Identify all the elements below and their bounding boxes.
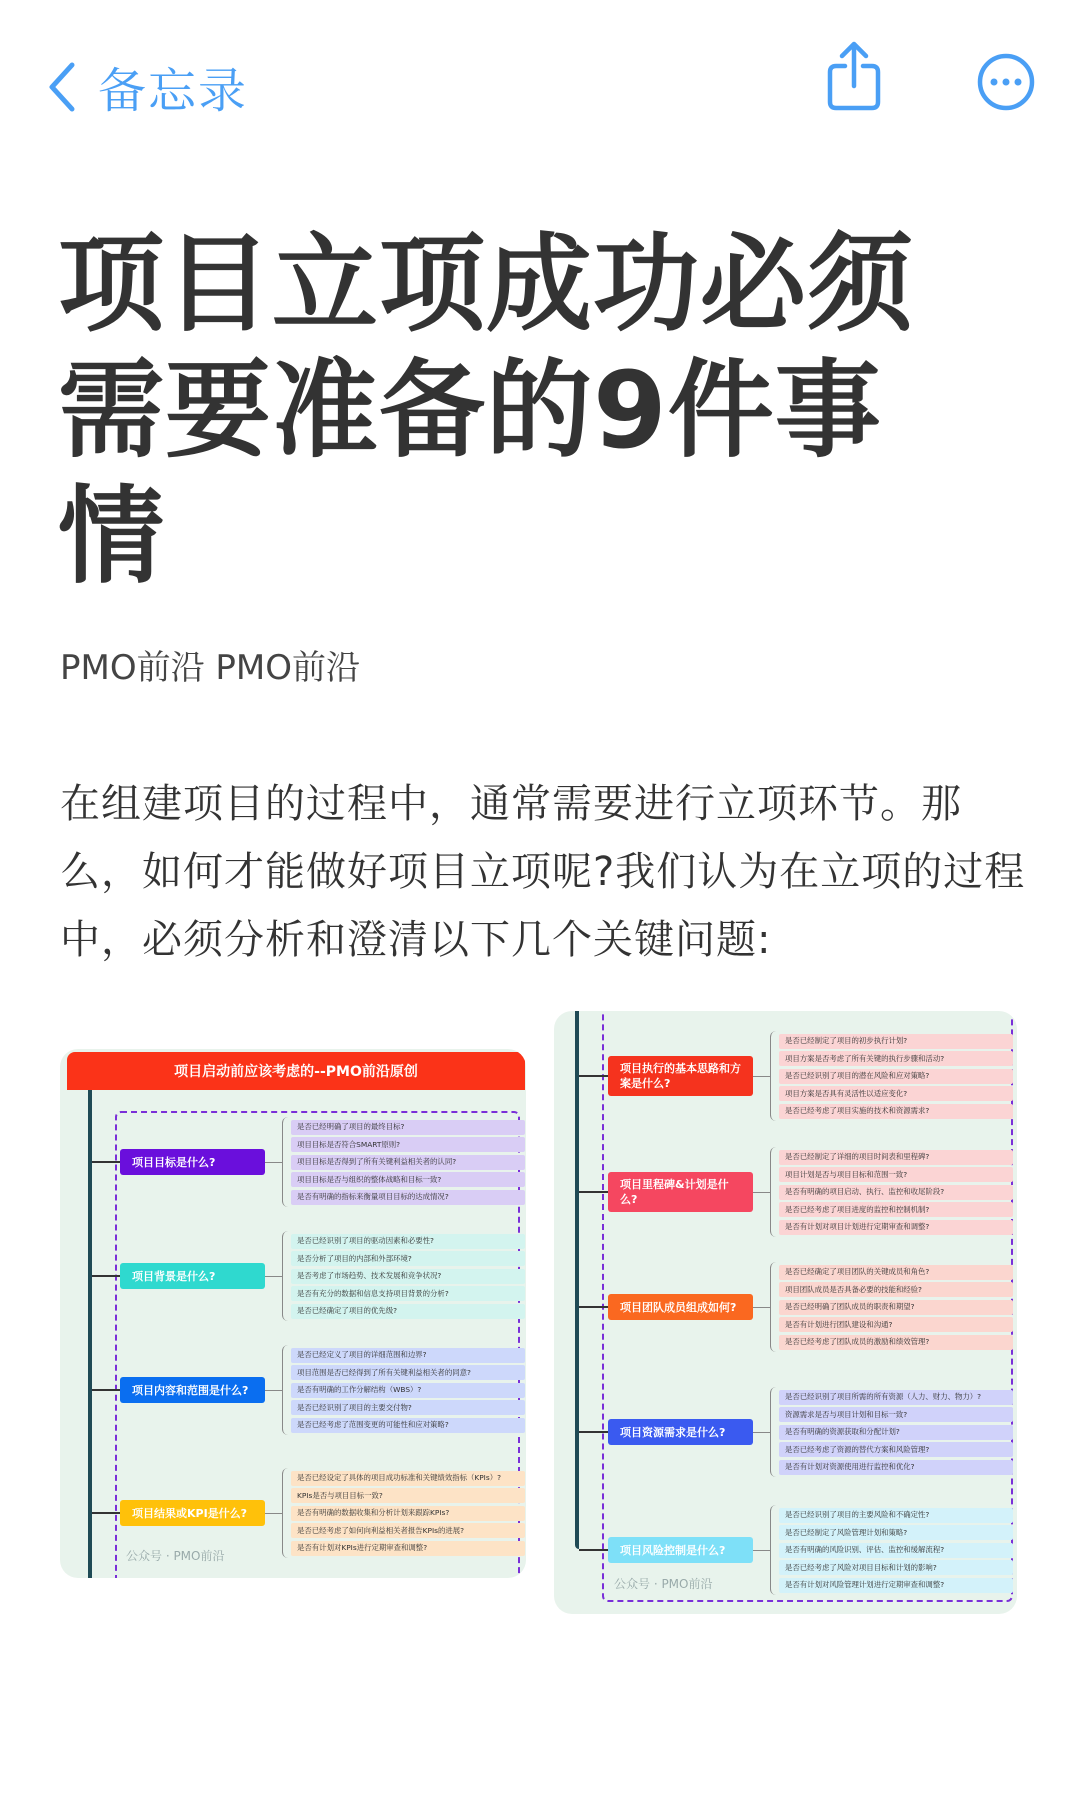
mindmap-item: 是否已经考虑了项目实施的技术和资源需求? xyxy=(779,1104,1013,1119)
branch-connector xyxy=(579,1191,608,1193)
mindmap-item: 是否已经识别了项目的主要交付物? xyxy=(291,1400,525,1415)
mindmap-item: 是否已经考虑了项目进度的监控和控制机制? xyxy=(779,1202,1013,1217)
mindmap-branch-group xyxy=(120,1117,525,1207)
share-icon[interactable] xyxy=(824,40,884,112)
article-author[interactable]: PMO前沿 PMO前沿 xyxy=(60,648,361,688)
branch-connector xyxy=(92,1512,120,1514)
mindmap-item: 项目目标是否得到了所有关键利益相关者的认同? xyxy=(291,1155,525,1170)
watermark: 公众号 · PMO前沿 xyxy=(126,1549,225,1563)
connector xyxy=(753,1550,770,1551)
mindmap-item: 项目方案是否考虑了所有关键的执行步骤和活动? xyxy=(779,1051,1013,1066)
connector xyxy=(265,1276,282,1277)
mindmap-branch-group xyxy=(608,1387,1013,1477)
mindmap-items xyxy=(770,1387,1013,1477)
connector xyxy=(265,1390,282,1391)
mindmap-branch-group xyxy=(120,1231,525,1321)
mindmap-item: 是否有计划对KPIs进行定期审查和调整? xyxy=(291,1541,525,1556)
mindmap-items xyxy=(770,1505,1013,1595)
mindmap-branch: 项目资源需求是什么? xyxy=(608,1419,753,1445)
mindmap-branch: 项目风险控制是什么? xyxy=(608,1537,753,1563)
article-title: 项目立项成功必须需要准备的9件事情 xyxy=(58,223,914,598)
mindmap-item: 是否已经制定了风险管理计划和策略? xyxy=(779,1525,1013,1540)
branch-connector xyxy=(92,1389,120,1391)
mindmap-item: 是否已经识别了项目的驱动因素和必要性? xyxy=(291,1234,525,1249)
mindmap-items xyxy=(282,1231,525,1321)
mindmap-item: 项目计划是否与项目目标和范围一致? xyxy=(779,1167,1013,1182)
mindmap-item: 是否有计划对项目计划进行定期审查和调整? xyxy=(779,1220,1013,1235)
mindmap-branch: 项目团队成员组成如何? xyxy=(608,1294,753,1320)
mindmap-items xyxy=(282,1345,525,1435)
branch-connector xyxy=(92,1161,120,1163)
mindmap-item: 是否已经考虑了范围变更的可能性和应对策略? xyxy=(291,1418,525,1433)
mindmap-image-left[interactable] xyxy=(60,1049,526,1578)
mindmap-branch-group xyxy=(608,1147,1013,1237)
mindmap-item: 项目目标是否与组织的整体战略和目标一致? xyxy=(291,1172,525,1187)
chevron-left-icon xyxy=(44,59,78,115)
watermark: 公众号 · PMO前沿 xyxy=(614,1577,713,1591)
branch-connector xyxy=(579,1075,608,1077)
more-icon[interactable] xyxy=(976,52,1036,112)
mindmap-spine xyxy=(88,1090,92,1578)
mindmap-items xyxy=(770,1147,1013,1237)
mindmap-item: 是否有明确的资源获取和分配计划? xyxy=(779,1425,1013,1440)
mindmap-item: 项目方案是否具有灵活性以适应变化? xyxy=(779,1086,1013,1101)
mindmap-item: 是否已经定义了项目的详细范围和边界? xyxy=(291,1348,525,1363)
mindmap-item: 是否已经制定了项目的初步执行计划? xyxy=(779,1034,1013,1049)
branch-connector xyxy=(579,1431,608,1433)
mindmap-item: 是否已经明确了团队成员的职责和期望? xyxy=(779,1300,1013,1315)
branch-connector xyxy=(579,1549,608,1551)
mindmap-item: 是否有明确的风险识别、评估、监控和缓解流程? xyxy=(779,1543,1013,1558)
mindmap-spine xyxy=(575,1011,579,1549)
connector xyxy=(753,1432,770,1433)
mindmap-item: 是否已经考虑了风险对项目目标和计划的影响? xyxy=(779,1560,1013,1575)
mindmap-item: 是否有充分的数据和信息支持项目背景的分析? xyxy=(291,1286,525,1301)
mindmap-item: 是否有计划对资源使用进行监控和优化? xyxy=(779,1460,1013,1475)
mindmap-item: 项目范围是否已经得到了所有关键利益相关者的同意? xyxy=(291,1365,525,1380)
mindmap-item: 是否已经识别了项目的潜在风险和应对策略? xyxy=(779,1069,1013,1084)
mindmap-item: 是否已经识别了项目所需的所有资源（人力、财力、物力）? xyxy=(779,1390,1013,1405)
mindmap-item: 项目目标是否符合SMART原则? xyxy=(291,1137,525,1152)
mindmap-item: 是否已经确定了项目团队的关键成员和角色? xyxy=(779,1265,1013,1280)
branch-connector xyxy=(92,1275,120,1277)
mindmap-image-right[interactable] xyxy=(554,1011,1017,1614)
mindmap-branch-group xyxy=(608,1262,1013,1352)
mindmap-item: 资源需求是否与项目计划和目标一致? xyxy=(779,1407,1013,1422)
mindmap-item: 是否已经设定了具体的项目成功标准和关键绩效指标（KPIs）? xyxy=(291,1471,525,1486)
mindmap-branch-group xyxy=(608,1031,1013,1121)
mindmap-item: 是否有计划对风险管理计划进行定期审查和调整? xyxy=(779,1578,1013,1593)
connector xyxy=(265,1162,282,1163)
mindmap-branch-group xyxy=(120,1468,525,1558)
mindmap-branch: 项目目标是什么? xyxy=(120,1149,265,1175)
mindmap-branch: 项目执行的基本思路和方案是什么? xyxy=(608,1056,753,1096)
mindmap-title: 项目启动前应该考虑的--PMO前沿原创 xyxy=(67,1052,525,1090)
mindmap-item: 是否有明确的数据收集和分析计划来跟踪KPIs? xyxy=(291,1506,525,1521)
mindmap-item: 是否有明确的项目启动、执行、监控和收尾阶段? xyxy=(779,1185,1013,1200)
mindmap-items xyxy=(282,1468,525,1558)
mindmap-item: 是否有计划进行团队建设和沟通? xyxy=(779,1317,1013,1332)
mindmap-item: 是否有明确的指标来衡量项目目标的达成情况? xyxy=(291,1190,525,1205)
back-button[interactable] xyxy=(44,52,248,121)
mindmap-item: 是否分析了项目的内部和外部环境? xyxy=(291,1251,525,1266)
connector xyxy=(753,1192,770,1193)
connector xyxy=(265,1513,282,1514)
mindmap-item: 项目团队成员是否具备必要的技能和经验? xyxy=(779,1282,1013,1297)
mindmap-items xyxy=(770,1262,1013,1352)
mindmap-item: 是否已经识别了项目的主要风险和不确定性? xyxy=(779,1508,1013,1523)
back-label: 备忘录 xyxy=(98,63,249,119)
mindmap-branch: 项目背景是什么? xyxy=(120,1263,265,1289)
mindmap-branch: 项目结果或KPI是什么? xyxy=(120,1500,265,1526)
mindmap-item: KPIs是否与项目目标一致? xyxy=(291,1488,525,1503)
mindmap-item: 是否已经考虑了如何向利益相关者报告KPIs的进展? xyxy=(291,1523,525,1538)
mindmap-branch-group xyxy=(120,1345,525,1435)
mindmap-item: 是否已经确定了项目的优先级? xyxy=(291,1304,525,1319)
mindmap-item: 是否已经考虑了资源的替代方案和风险管理? xyxy=(779,1442,1013,1457)
article-intro: 在组建项目的过程中，通常需要进行立项环节。那么，如何才能做好项目立项呢?我们认为在立项的过程中，必须分析和澄清以下几个关键问题: xyxy=(60,781,1026,963)
mindmap-item: 是否考虑了市场趋势、技术发展和竞争状况? xyxy=(291,1269,525,1284)
mindmap-items xyxy=(282,1117,525,1207)
mindmap-branch: 项目内容和范围是什么? xyxy=(120,1377,265,1403)
mindmap-item: 是否有明确的工作分解结构（WBS）? xyxy=(291,1383,525,1398)
connector xyxy=(753,1307,770,1308)
mindmap-item: 是否已经制定了详细的项目时间表和里程碑? xyxy=(779,1150,1013,1165)
mindmap-branch: 项目里程碑&计划是什么? xyxy=(608,1172,753,1212)
mindmap-item: 是否已经明确了项目的最终目标? xyxy=(291,1120,525,1135)
branch-connector xyxy=(579,1306,608,1308)
mindmap-item: 是否已经考虑了团队成员的激励和绩效管理? xyxy=(779,1335,1013,1350)
connector xyxy=(753,1076,770,1077)
mindmap-items xyxy=(770,1031,1013,1121)
